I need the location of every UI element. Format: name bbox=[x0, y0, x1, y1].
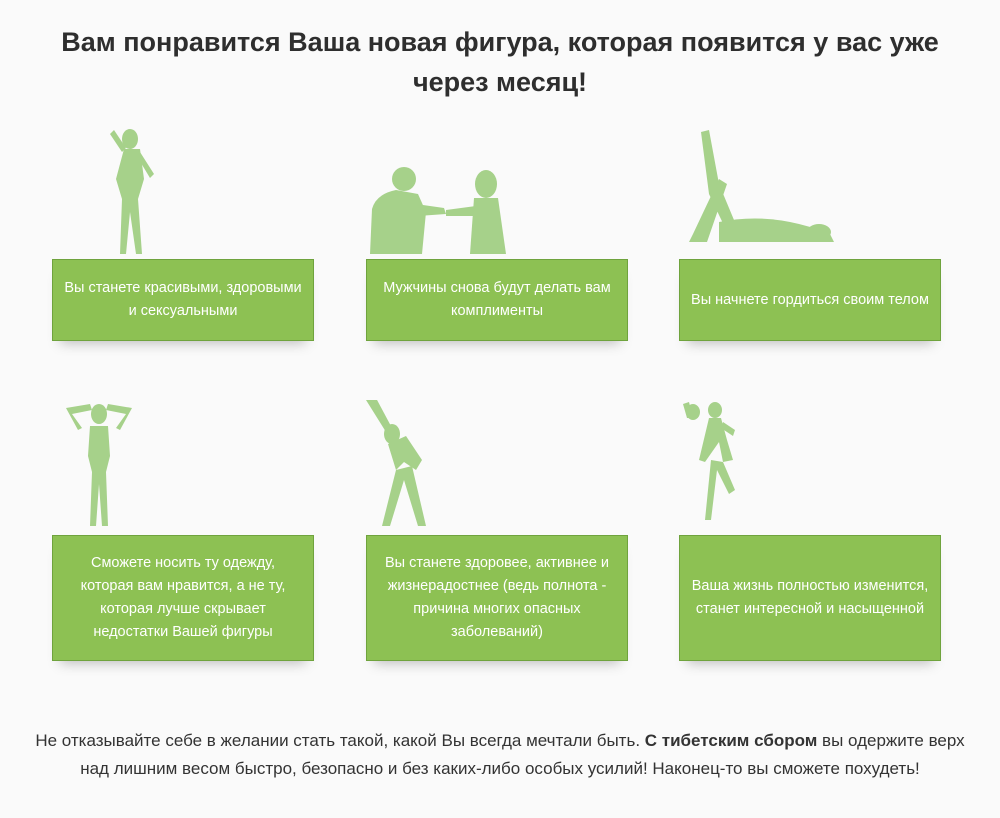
lying-woman-leg-up-icon bbox=[679, 124, 944, 259]
benefit-box: Вы станете красивыми, здоровыми и сексуальными bbox=[52, 259, 314, 341]
footer-part2: вы одержите верх над лишним весом быстро, безопасно и без каких-либо особых усилий! Наконец-то вы сможете похудеть! bbox=[80, 731, 965, 778]
man-kissing-hand-icon bbox=[366, 124, 631, 259]
dancing-woman-icon bbox=[679, 400, 944, 530]
standing-woman-icon bbox=[52, 124, 317, 259]
benefit-box: Ваша жизнь полностью изменится, станет интересной и насыщенной bbox=[679, 535, 941, 661]
benefit-card bbox=[52, 400, 317, 710]
benefit-card bbox=[679, 124, 944, 434]
benefit-box: Вы начнете гордиться своим телом bbox=[679, 259, 941, 341]
benefit-box: Вы станете здоровее, активнее и жизнерадостнее (ведь полнота - причина многих опасных заболеваний) bbox=[366, 535, 628, 661]
footer-bold: С тибетским сбором bbox=[644, 731, 818, 750]
benefit-box: Мужчины снова будут делать вам комплименты bbox=[366, 259, 628, 341]
footer-text bbox=[20, 727, 980, 783]
benefit-box: Сможете носить ту одежду, которая вам нравится, а не ту, которая лучше скрывает недостатки Вашей фигуры bbox=[52, 535, 314, 661]
benefit-card bbox=[679, 400, 944, 710]
footer-part1: Не отказывайте себе в желании стать такой, какой Вы всегда мечтали быть. bbox=[35, 731, 645, 750]
page-title: Вам понравится Ваша новая фигура, которая появится у вас уже через месяц! bbox=[61, 27, 939, 97]
stretching-woman-icon bbox=[366, 400, 631, 530]
benefit-card bbox=[52, 124, 317, 434]
benefit-card bbox=[366, 124, 631, 434]
woman-hands-on-head-icon bbox=[52, 400, 317, 530]
benefit-card bbox=[366, 400, 631, 710]
